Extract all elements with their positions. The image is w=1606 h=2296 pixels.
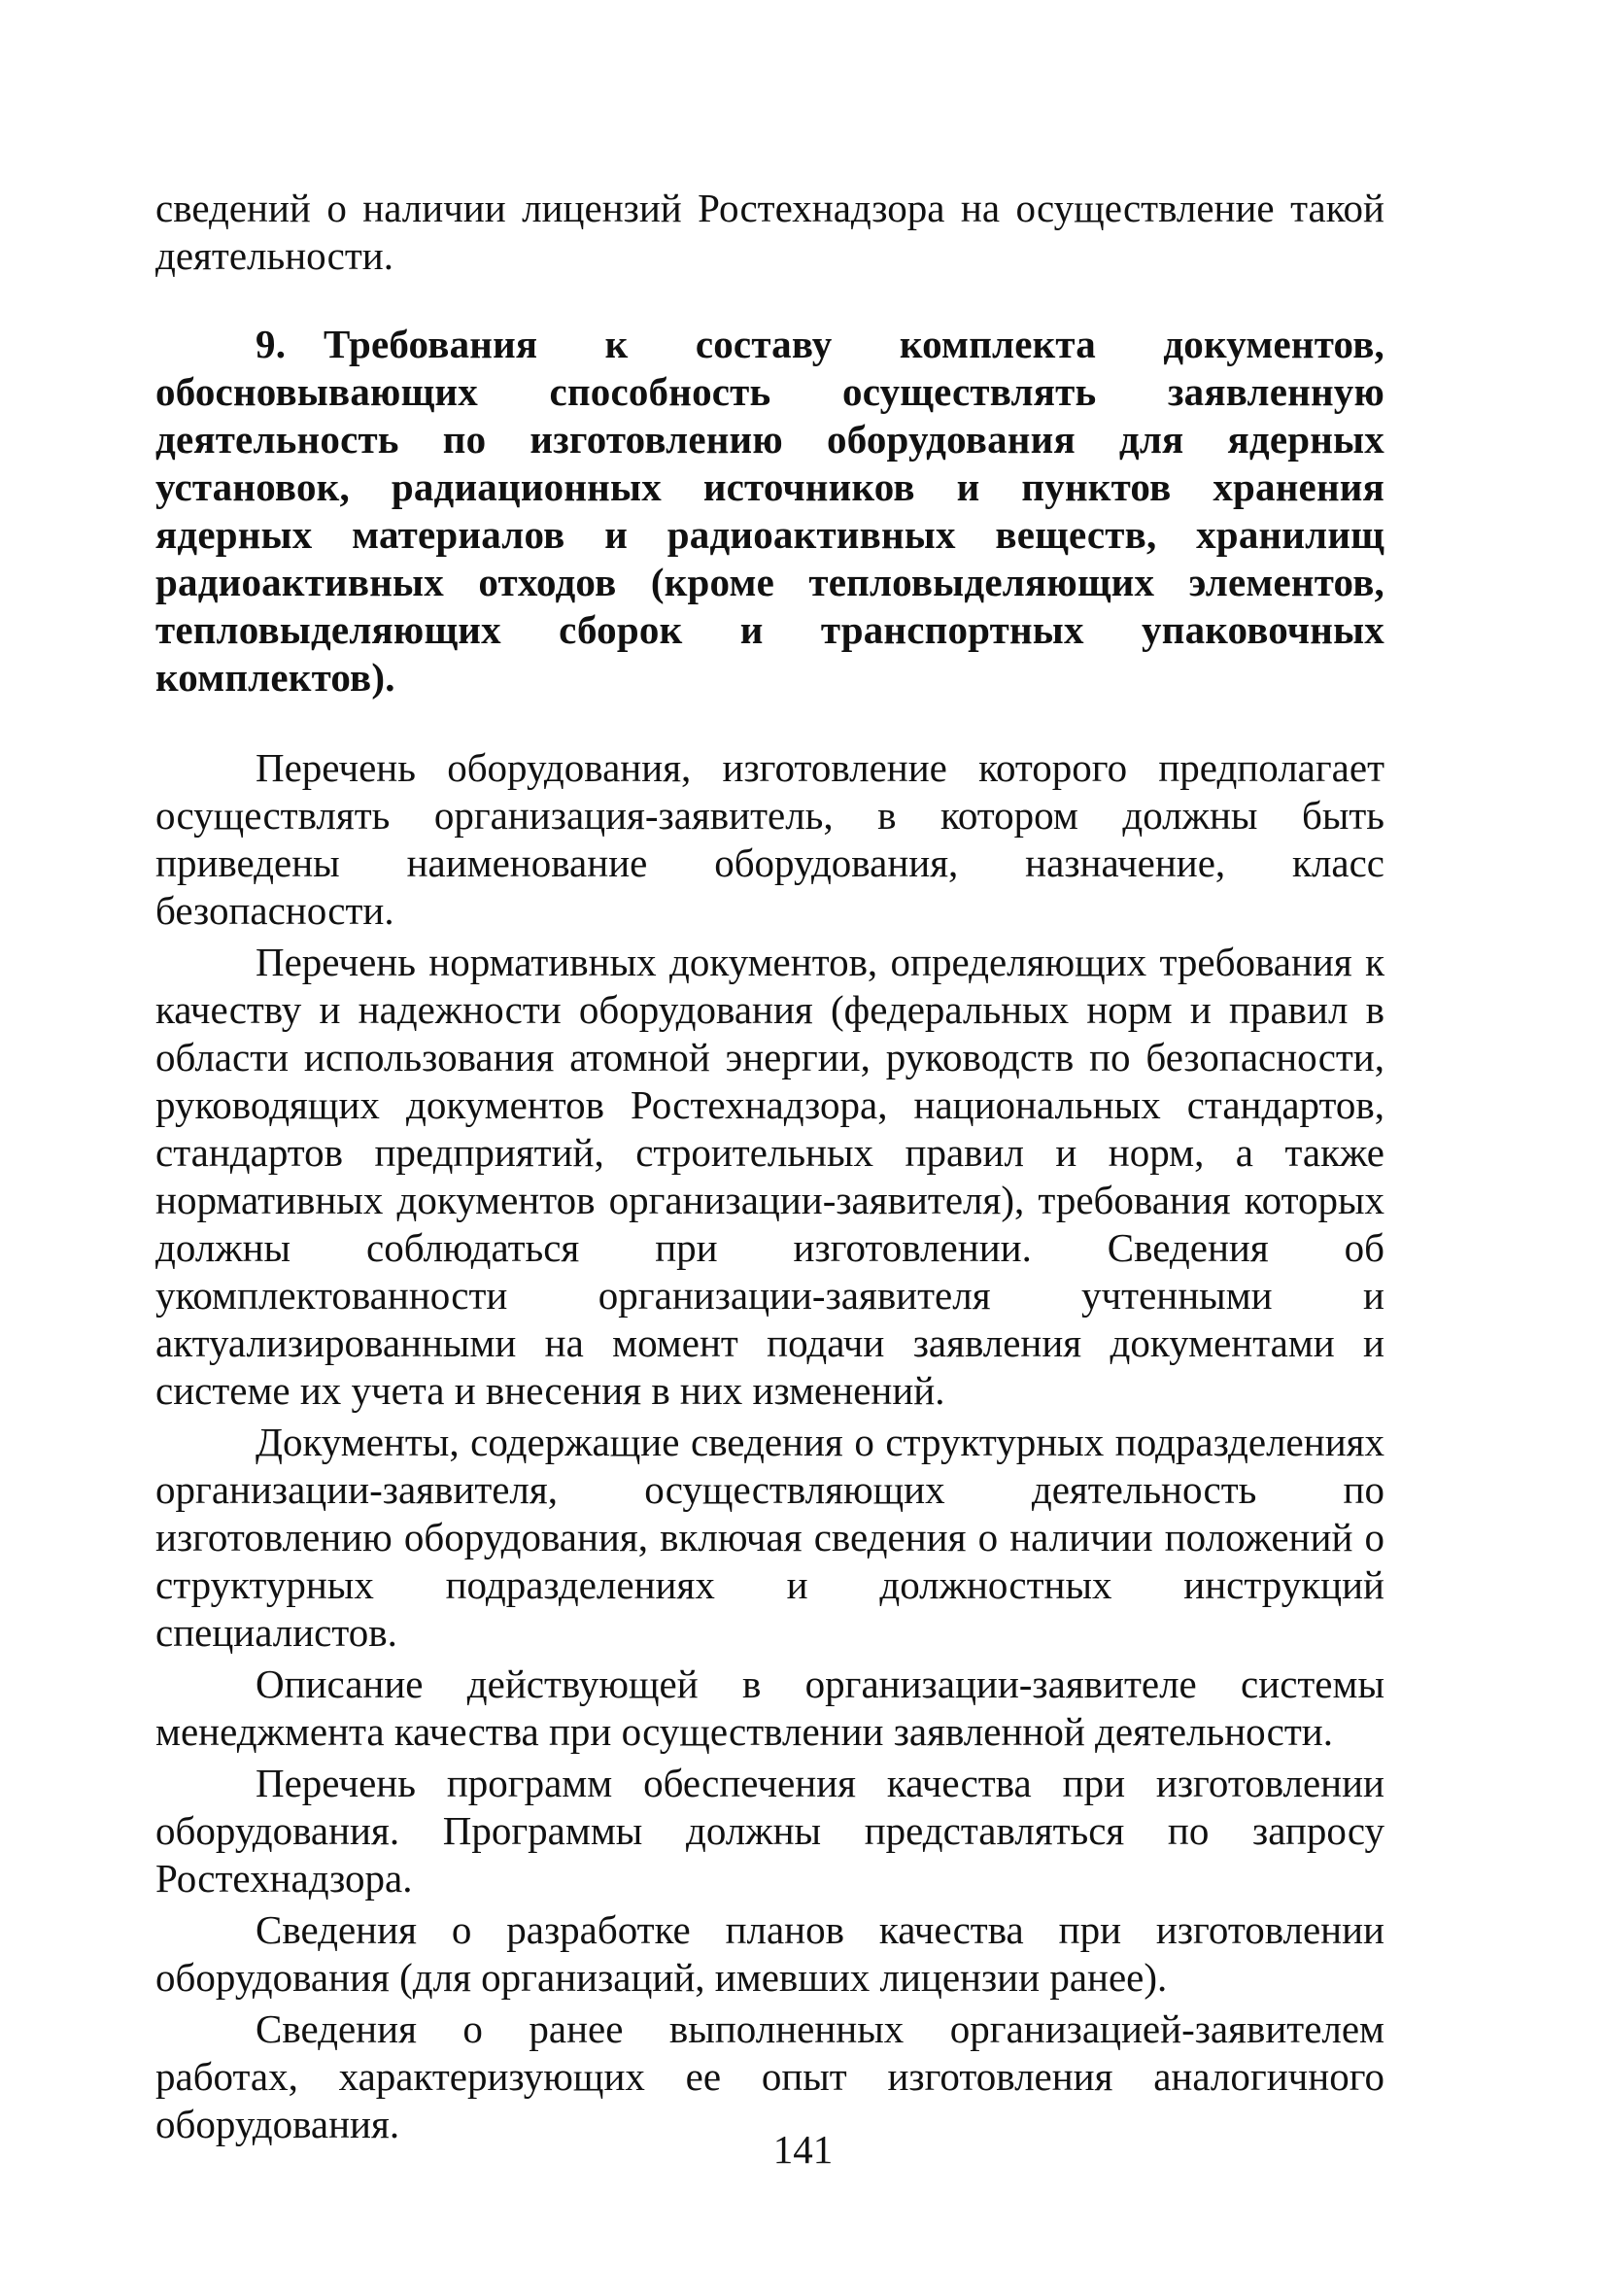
section-number: 9.: [256, 322, 287, 366]
paragraph-equipment-list: Перечень оборудования, изготовление которого предполагает осуществлять организация-заявитель, в котором должны быть приведены наименование оборудования, назначение, класс безопасности.: [155, 745, 1384, 933]
paragraph-normative-documents: Перечень нормативных документов, определяющих требования к качеству и надежности оборудования (федеральных норм и правил в области использования атомной энергии, руководств по безопасности, руководящих документов Ростехнадзора, национальных стандартов, стандартов предприятий, строительных правил и норм, а также нормативных документов организации-заявителя), требования которых должны соблюдаться при изготовлении. Сведения об укомплектованности организации-заявителя учтенными и актуализированными на момент подачи заявления документами и системе их учета и внесения в них изменений.: [155, 940, 1384, 1413]
section-body: [155, 744, 1384, 2148]
paragraph-quality-programs: Перечень программ обеспечения качества при изготовлении оборудования. Программы должны представляться по запросу Ростехнадзора.: [155, 1761, 1384, 1901]
paragraph-quality-plans: Сведения о разработке планов качества при изготовлении оборудования (для организаций, имевших лицензии ранее).: [155, 1907, 1384, 2000]
paragraph-quality-management: Описание действующей в организации-заявителе системы менеджмента качества при осуществлении заявленной деятельности.: [155, 1662, 1384, 1754]
document-page: [155, 185, 1384, 2148]
section-heading: [155, 321, 1384, 702]
continuation-paragraph: сведений о наличии лицензий Ростехнадзора на осуществление такой деятельности.: [155, 186, 1384, 278]
section-title: Требования к составу комплекта документов, обосновывающих способность осуществлять заявленную деятельность по изготовлению оборудования для ядерных установок, радиационных источников и пунктов хранения ядерных материалов и радиоактивных веществ, хранилищ радиоактивных отходов (кроме тепловыделяющих элементов, тепловыделяющих сборок и транспортных упаковочных комплектов).: [155, 322, 1384, 700]
page-number: 141: [772, 2127, 834, 2172]
paragraph-structural-units: Документы, содержащие сведения о структурных подразделениях организации-заявителя, осуществляющих деятельность по изготовлению оборудования, включая сведения о наличии положений о структурных подразделениях и должностных инструкций специалистов.: [155, 1420, 1384, 1655]
paragraph-previous-works: Сведения о ранее выполненных организацией-заявителем работах, характеризующих ее опыт изготовления аналогичного оборудования.: [155, 2006, 1384, 2146]
